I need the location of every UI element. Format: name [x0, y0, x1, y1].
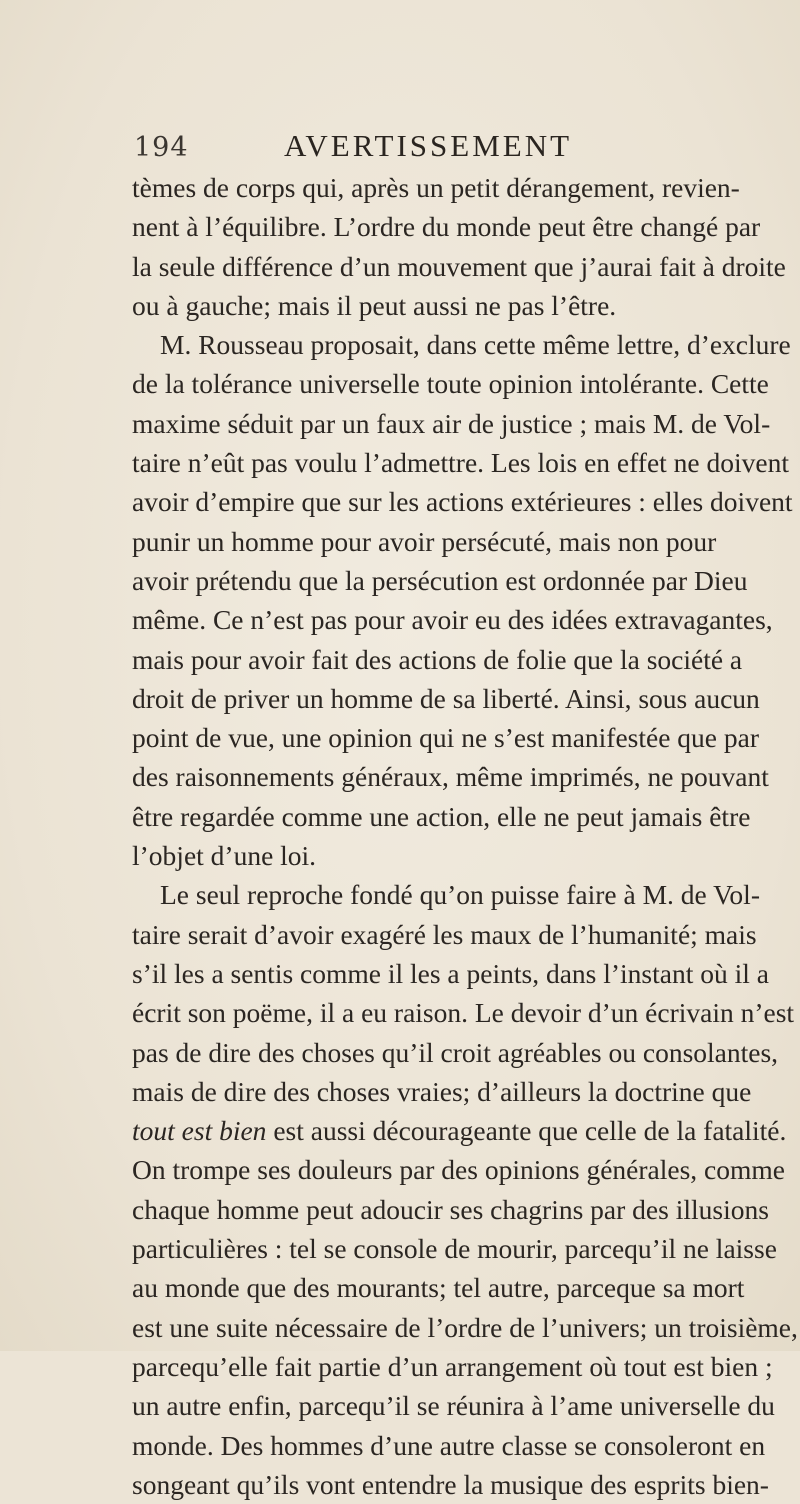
body-text [132, 168, 798, 1504]
text-line: songeant qu’ils vont entendre la musique des esprits bien- [132, 1468, 769, 1500]
text-line: l’objet d’une loi. [132, 840, 317, 872]
text-line: avoir prétendu que la persécution est ordonnée par Dieu [132, 564, 748, 596]
text-line: droit de priver un homme de sa liberté. Ainsi, sous aucun [132, 682, 760, 714]
page-header [134, 128, 694, 168]
text-line: monde. Des hommes d’une autre classe se consoleront en [132, 1429, 766, 1461]
text-line: est une suite nécessaire de l’ordre de l’univers; un troisième, [132, 1311, 798, 1343]
text-line: tèmes de corps qui, après un petit dérangement, revien- [132, 172, 740, 203]
text-line: taire n’eût pas voulu l’admettre. Les lois en effet ne doivent [132, 447, 789, 479]
text-line: pas de dire des choses qu’il croit agréables ou consolantes, [132, 1036, 779, 1068]
text-line: chaque homme peut adoucir ses chagrins par des illusions [132, 1193, 769, 1225]
text-line: Le seul reproche fondé qu’on puisse faire à M. de Vol- [160, 879, 760, 911]
text-line: même. Ce n’est pas pour avoir eu des idées extravagantes, [132, 604, 773, 636]
text-line-with-italic [132, 1111, 787, 1150]
text-line: avoir d’empire que sur les actions extérieures : elles doivent [132, 486, 793, 518]
text-line: être regardée comme une action, elle ne peut jamais être [132, 800, 751, 832]
text-line: On trompe ses douleurs par des opinions générales, comme [132, 1154, 785, 1186]
page-number: 194 [134, 132, 189, 163]
text-line: particulières : tel se console de mourir, parcequ’il ne laisse [132, 1233, 777, 1265]
text-line: au monde que des mourants; tel autre, parceque sa mort [132, 1272, 745, 1304]
text-line: taire serait d’avoir exagéré les maux de l’humanité; mais [132, 918, 757, 950]
running-title: AVERTISSEMENT [284, 128, 573, 163]
text-line: ou à gauche; mais il peut aussi ne pas l’être. [132, 289, 617, 321]
text-line: la seule différence d’un mouvement que j’aurai fait à droite [132, 250, 786, 282]
text-line: parcequ’elle fait partie d’un arrangement où tout est bien ; [132, 1350, 773, 1382]
text-line: s’il les a sentis comme il les a peints, dans l’instant où il a [132, 957, 769, 989]
text-line: un autre enfin, parcequ’il se réunira à l’ame universelle du [132, 1390, 775, 1422]
text-line: écrit son poëme, il a eu raison. Le devoir d’un écrivain n’est [132, 997, 795, 1029]
text-line: mais pour avoir fait des actions de folie que la société a [132, 643, 743, 675]
text-line: nent à l’équilibre. L’ordre du monde peut être changé par [132, 211, 761, 243]
text-line: de la tolérance universelle toute opinion intolérante. Cette [132, 368, 769, 400]
text-line: maxime séduit par un faux air de justice ; mais M. de Vol- [132, 407, 771, 439]
italic-phrase: tout est bien [132, 1115, 267, 1147]
text-line: mais de dire des choses vraies; d’ailleurs la doctrine que [132, 1075, 752, 1107]
text-line-rest: est aussi décourageante que celle de la fatalité. [273, 1115, 787, 1147]
text-line: M. Rousseau proposait, dans cette même lettre, d’exclure [160, 329, 791, 361]
text-line: des raisonnements généraux, même imprimés, ne pouvant [132, 761, 769, 793]
text-line: point de vue, une opinion qui ne s’est manifestée que par [132, 722, 759, 754]
text-line: punir un homme pour avoir persécuté, mais non pour [132, 525, 717, 557]
